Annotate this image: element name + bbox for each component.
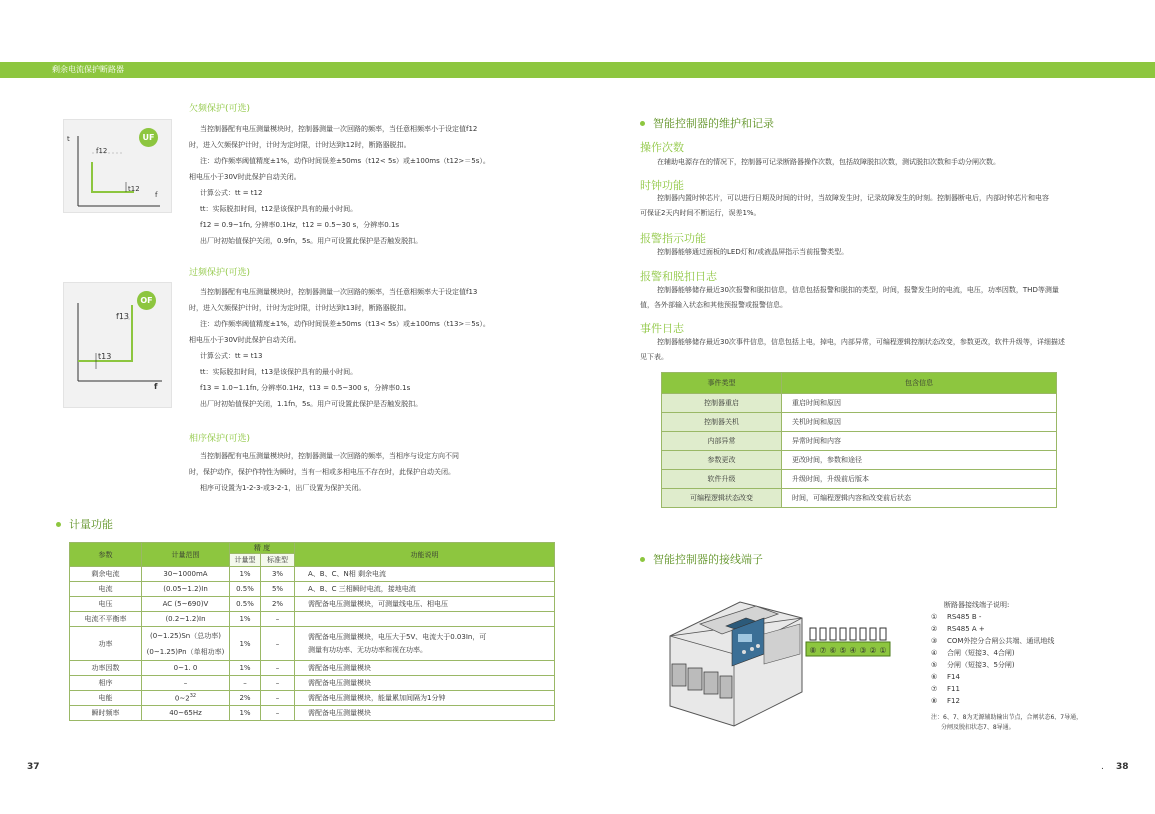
list-text: COM外控分合闸公共端、通讯地线 [947, 637, 1055, 645]
header-meas: 计量型 [230, 554, 261, 567]
table-row [662, 451, 1057, 470]
header-info: 包含信息 [782, 373, 1057, 394]
table-row [70, 582, 555, 597]
table-row [70, 597, 555, 612]
of-graph-card [63, 282, 172, 408]
cell-meas: 0.5% [230, 597, 261, 612]
list-text: RS485 B - [947, 613, 982, 621]
list-item [931, 671, 1054, 683]
phase-line: 时，保护动作，保护作特性为瞬时，当有一相或多相电压不存在时，此保护自动关闭。 [189, 468, 455, 476]
of-graph-f13: f13 [116, 312, 129, 321]
note-line: 注：6、7、8为无源辅助输出节点，合闸状态6、7导通， [931, 714, 1083, 721]
cell-param: 电能 [70, 691, 142, 706]
cell-info: 升级时间，升级前后版本 [782, 470, 1057, 489]
bullet-icon [640, 557, 645, 562]
cell-func: 需配备电压测量模块 [295, 676, 555, 691]
terminal-label: ① [879, 646, 887, 655]
of-graph [64, 283, 173, 409]
of-title: 过频保护(可选) [189, 268, 251, 278]
list-text: F14 [947, 673, 960, 681]
cell-func-line: 需配备电压测量模块，电压大于5V、电流大于0.03In，可 [308, 632, 487, 641]
table-header-row [662, 373, 1057, 394]
terminals-list [931, 611, 1054, 707]
of-graph-f: f [154, 382, 158, 391]
cell-func: 需配备电压测量模块 [295, 706, 555, 721]
cell-type: 可编程逻辑状态改变 [662, 489, 782, 508]
events-line: 见下表。 [640, 353, 668, 361]
uf-line: 计算公式：tt = t12 [200, 189, 263, 197]
list-text: F11 [947, 685, 960, 693]
cell-info: 时间，可编程逻辑内容和改变前后状态 [782, 489, 1057, 508]
list-item [931, 635, 1054, 647]
cell-func [295, 612, 555, 627]
list-item [931, 659, 1054, 671]
list-num: ① [931, 613, 938, 621]
list-text: F12 [947, 697, 960, 705]
cell-range [142, 627, 230, 661]
cell-meas: 0.5% [230, 582, 261, 597]
phase-line: 相序可设置为1-2-3-或3-2-1，出厂设置为保护关闭。 [200, 484, 366, 492]
cell-type: 内部异常 [662, 432, 782, 451]
uf-line: 出厂时初始值保护关闭，0.9fn，5s。用户可设置此保护是否触发脱扣。 [200, 237, 423, 245]
table-row [70, 706, 555, 721]
terminals-heading-text: 智能控制器的接线端子 [653, 553, 763, 566]
cell-range: (0.05~1.2)In [142, 582, 230, 597]
cell-meas: 1% [230, 661, 261, 676]
cell-func: 需配备电压测量模块 [295, 661, 555, 676]
cell-func [295, 627, 555, 661]
bullet-icon [56, 522, 61, 527]
list-num: ② [931, 625, 938, 633]
terminal-label: ② [869, 646, 877, 655]
uf-line: 时，进入欠频保护计时，计时为定时限，计时达到t12时，断路器脱扣。 [189, 141, 411, 149]
cell-info: 关机时间和原因 [782, 413, 1057, 432]
cell-range-base: 0~2 [174, 694, 190, 703]
list-item [931, 623, 1054, 635]
event-table [661, 372, 1057, 508]
header-type: 事件类型 [662, 373, 782, 394]
of-line: f13 = 1.0~1.1fn, 分辨率0.1Hz，t13 = 0.5~300 s，分辨率0.1s [200, 384, 411, 392]
terminal-block [804, 626, 894, 664]
uf-line: f12 = 0.9~1fn, 分辨率0.1Hz，t12 = 0.5~30 s，分辨率0.1s [200, 221, 400, 229]
clock-title: 时钟功能 [640, 179, 684, 192]
clock-line: 控制器内置时钟芯片，可以进行日期及时间的计时，当故障发生时，记录故障发生的时刻。控制器断电后，内部时钟芯片和电容 [657, 194, 1049, 202]
list-item [931, 695, 1054, 707]
header-title: 剩余电流保护断路器 [52, 65, 124, 74]
phase-text [189, 448, 549, 496]
uf-line: 当控制器配有电压测量模块时，控制器测量一次回路的频率，当任意相频率小于设定值f12 [200, 125, 478, 133]
terminal-label: ③ [859, 646, 867, 655]
header-accuracy: 精 度 [230, 543, 295, 554]
list-num: ③ [931, 637, 938, 645]
cell-std: – [261, 627, 295, 661]
table-header-row [70, 543, 555, 554]
alarm-title: 报警指示功能 [640, 232, 706, 245]
bullet-icon [640, 121, 645, 126]
cell-range: 0~1. 0 [142, 661, 230, 676]
cell-param: 相序 [70, 676, 142, 691]
trip-line: 控制器能够储存最近30次报警和脱扣信息，信息包括报警和脱扣的类型，时间，报警发生时的电流，电压，功率因数，THD等测量 [657, 286, 1059, 294]
of-line: 出厂时初始值保护关闭，1.1fn，5s。用户可设置此保护是否触发脱扣。 [200, 400, 423, 408]
uf-text [189, 121, 549, 249]
clock-line: 可保证2天内时间不断运行，误差1%。 [640, 209, 761, 217]
clock-text [640, 191, 1120, 221]
cell-type: 参数更改 [662, 451, 782, 470]
cell-param: 电流 [70, 582, 142, 597]
metering-table [69, 542, 555, 721]
uf-line: 注：动作频率阈值精度±1%，动作时间误差±50ms（t12< 5s）或±100ms（t12>＝5s）。 [200, 157, 490, 165]
cell-range: AC (5~690)V [142, 597, 230, 612]
cell-meas: 1% [230, 706, 261, 721]
trip-line: 值，各外部输入状态和其他预报警或报警信息。 [640, 301, 787, 309]
of-text [189, 284, 549, 412]
header-param: 参数 [70, 543, 142, 567]
header-range: 计量范围 [142, 543, 230, 567]
cell-range: – [142, 676, 230, 691]
ops-title: 操作次数 [640, 141, 684, 154]
cell-std: – [261, 691, 295, 706]
events-title: 事件日志 [640, 322, 684, 335]
cell-func: 需配备电压测量模块，可测量线电压、相电压 [295, 597, 555, 612]
header-bar [0, 62, 1155, 78]
uf-graph-t12: t12 [128, 185, 140, 193]
list-num: ⑤ [931, 661, 938, 669]
list-item [931, 647, 1054, 659]
trip-text [640, 283, 1120, 313]
table-row [70, 676, 555, 691]
cell-range: 30~1000mA [142, 567, 230, 582]
of-line: tt：实际脱扣时间，t13是该保护具有的最小时间。 [200, 368, 358, 376]
cell-info: 更改时间，参数和途径 [782, 451, 1057, 470]
note-line: 分闸及脱扣状态7、8导通。 [941, 724, 1015, 731]
cell-param: 电流不平衡率 [70, 612, 142, 627]
metering-heading [56, 516, 113, 532]
table-row [662, 394, 1057, 413]
cell-param: 瞬时频率 [70, 706, 142, 721]
alarm-text: 控制器能够通过面板的LED灯和/或液晶屏指示当前报警类型。 [657, 248, 849, 256]
list-text: 合闸（短接3、4合闸) [947, 649, 1015, 657]
cell-range: 40~65Hz [142, 706, 230, 721]
terminal-label: ⑧ [809, 646, 817, 655]
uf-title: 欠频保护(可选) [189, 104, 251, 114]
table-row [70, 612, 555, 627]
cell-range [142, 691, 230, 706]
cell-std: – [261, 706, 295, 721]
cell-meas: 1% [230, 627, 261, 661]
cell-func: 需配备电压测量模块，能量累加间隔为1分钟 [295, 691, 555, 706]
cell-range-line: (0~1.25)Pn（单相功率) [146, 647, 225, 656]
cell-std: 2% [261, 597, 295, 612]
cell-range: (0.2~1.2)In [142, 612, 230, 627]
cell-meas: 2% [230, 691, 261, 706]
header-std: 标准型 [261, 554, 295, 567]
of-line: 时，进入欠频保护计时，计时为定时限，计时达到t13时，断路器脱扣。 [189, 304, 411, 312]
maint-heading [640, 115, 774, 131]
table-row [70, 627, 555, 661]
header-func: 功能说明 [295, 543, 555, 567]
terminals-heading [640, 551, 763, 567]
cell-param: 剩余电流 [70, 567, 142, 582]
cell-range-sup: 32 [189, 693, 197, 700]
of-line: 相电压小于30V时此保护自动关闭。 [189, 336, 301, 344]
terminal-label: ⑥ [829, 646, 837, 655]
terminal-label: ④ [849, 646, 857, 655]
of-graph-t13: t13 [98, 352, 112, 361]
cell-meas: – [230, 676, 261, 691]
uf-graph-t: t [67, 135, 70, 143]
list-num: ⑥ [931, 673, 938, 681]
list-num: ⑧ [931, 697, 938, 705]
table-row [70, 661, 555, 676]
cell-std: – [261, 676, 295, 691]
cell-type: 控制器重启 [662, 394, 782, 413]
table-row [662, 489, 1057, 508]
of-line: 计算公式：tt = t13 [200, 352, 263, 360]
cell-info: 重启时间和原因 [782, 394, 1057, 413]
list-item [931, 611, 1054, 623]
cell-type: 控制器关机 [662, 413, 782, 432]
list-text: RS485 A + [947, 625, 985, 633]
uf-badge: UF [139, 128, 158, 147]
page-mark: . [1101, 762, 1104, 772]
cell-meas: 1% [230, 612, 261, 627]
of-line: 当控制器配有电压测量模块时，控制器测量一次回路的频率，当任意相频率大于设定值f13 [200, 288, 478, 296]
events-line: 控制器能够储存最近30次事件信息，信息包括上电，掉电，内部异常，可编程逻辑控制状态改变，参数更改，软件升级等，详细描述 [657, 338, 1065, 346]
cell-func-line: 测量有功功率、无功功率和视在功率。 [308, 645, 427, 654]
trip-title: 报警和脱扣日志 [640, 270, 717, 283]
cell-std: 3% [261, 567, 295, 582]
terminal-label: ⑤ [839, 646, 847, 655]
page-number-left: 37 [27, 762, 40, 772]
cell-func: A、B、C 三相瞬时电流，接地电流 [295, 582, 555, 597]
uf-graph-f: f [155, 191, 158, 199]
list-num: ④ [931, 649, 938, 657]
uf-line: tt：实际脱扣时间，t12是该保护具有的最小时间。 [200, 205, 358, 213]
table-row [662, 470, 1057, 489]
breaker-illustration [660, 594, 810, 739]
cell-meas: 1% [230, 567, 261, 582]
cell-range-line: (0~1.25)Sn（总功率) [150, 631, 221, 640]
table-row [70, 691, 555, 706]
uf-graph-card [63, 119, 172, 213]
terminals-note [931, 713, 1082, 733]
cell-std: – [261, 661, 295, 676]
table-row [662, 413, 1057, 432]
cell-info: 异常时间和内容 [782, 432, 1057, 451]
terminals-caption: 断路器接线端子说明: [944, 601, 1010, 609]
uf-graph-f12: f12 [96, 147, 108, 155]
ops-text: 在辅助电源存在的情况下，控制器可记录断路器操作次数，包括故障脱扣次数，测试脱扣次数和手动分闸次数。 [657, 158, 1000, 166]
metering-heading-text: 计量功能 [69, 518, 113, 531]
cell-param: 功率因数 [70, 661, 142, 676]
cell-std: – [261, 612, 295, 627]
terminal-label: ⑦ [819, 646, 827, 655]
cell-std: 5% [261, 582, 295, 597]
list-text: 分闸（短接3、5分闸) [947, 661, 1015, 669]
table-row [662, 432, 1057, 451]
of-badge: OF [137, 291, 156, 310]
maint-heading-text: 智能控制器的维护和记录 [653, 117, 774, 130]
events-text [640, 335, 1120, 365]
cell-param: 电压 [70, 597, 142, 612]
page-number-right: 38 [1116, 762, 1129, 772]
list-item [931, 683, 1054, 695]
cell-param: 功率 [70, 627, 142, 661]
cell-func: A、B、C、N相 剩余电流 [295, 567, 555, 582]
list-num: ⑦ [931, 685, 938, 693]
cell-type: 软件升级 [662, 470, 782, 489]
of-line: 注：动作频率阈值精度±1%，动作时间误差±50ms（t13< 5s）或±100ms（t13>＝5s）。 [200, 320, 490, 328]
phase-line: 当控制器配有电压测量模块时，控制器测量一次回路的频率，当相序与设定方向不同 [200, 452, 459, 460]
phase-title: 相序保护(可选) [189, 434, 251, 444]
uf-line: 相电压小于30V时此保护自动关闭。 [189, 173, 301, 181]
table-row [70, 567, 555, 582]
